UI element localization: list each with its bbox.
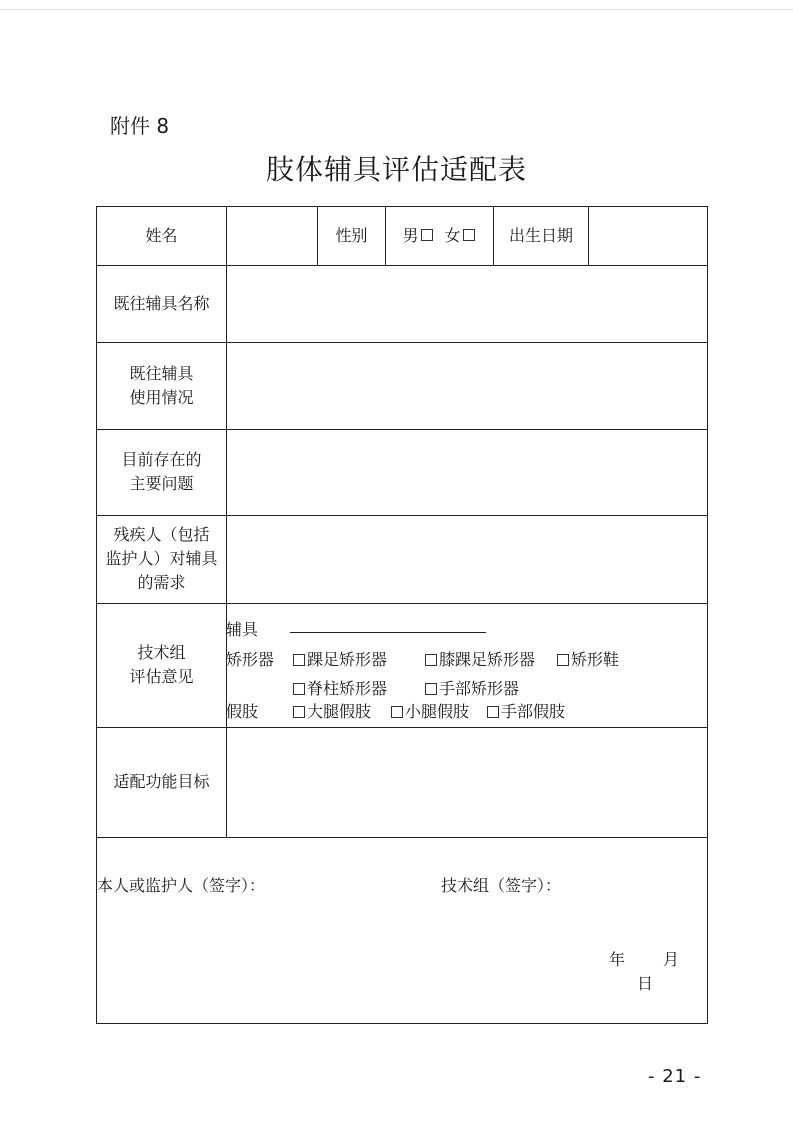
opinion-label xyxy=(97,603,226,727)
gender-label: 性别 xyxy=(335,226,368,245)
hand-prosthesis-checkbox[interactable] xyxy=(487,706,499,718)
needs-line3: 的需求 xyxy=(137,573,186,592)
prev-usage-label xyxy=(97,342,226,429)
spine-text: 脊柱矫形器 xyxy=(307,679,388,698)
option-spine[interactable] xyxy=(291,676,387,699)
goal-field[interactable] xyxy=(227,728,707,837)
spine-checkbox[interactable] xyxy=(293,683,305,695)
option-ankle-foot[interactable] xyxy=(291,647,387,670)
male-checkbox[interactable] xyxy=(421,229,433,241)
thigh-checkbox[interactable] xyxy=(293,706,305,718)
scan-top-edge xyxy=(0,9,793,10)
hand-prosthesis-text: 手部假肢 xyxy=(501,702,566,721)
ankle-foot-text: 踝足矫形器 xyxy=(307,650,388,669)
row-divider xyxy=(97,837,707,838)
device-label: 辅具 xyxy=(226,620,259,639)
birth-date-label: 出生日期 xyxy=(508,226,573,245)
needs-label xyxy=(97,515,226,603)
option-knee-ankle-foot[interactable] xyxy=(423,647,535,670)
assessment-form-table xyxy=(96,206,708,1024)
device-name-underline[interactable] xyxy=(290,632,486,633)
knee-ankle-foot-text: 膝踝足矫形器 xyxy=(439,650,536,669)
opinion-line1: 技术组 xyxy=(137,643,186,662)
option-thigh[interactable] xyxy=(291,699,371,722)
knee-ankle-foot-checkbox[interactable] xyxy=(425,654,437,666)
thigh-text: 大腿假肢 xyxy=(307,702,372,721)
page-number: - 21 - xyxy=(648,1066,702,1087)
prosthesis-label: 假肢 xyxy=(226,702,259,721)
problems-line1: 目前存在的 xyxy=(121,450,202,469)
hand-orthosis-checkbox[interactable] xyxy=(425,683,437,695)
ortho-shoe-text: 矫形鞋 xyxy=(571,650,620,669)
needs-line1: 残疾人（包括 xyxy=(113,525,210,544)
calf-text: 小腿假肢 xyxy=(405,702,470,721)
name-field[interactable] xyxy=(227,207,317,265)
attachment-label: 附件 8 xyxy=(110,114,170,138)
needs-line2: 监护人）对辅具 xyxy=(105,549,218,568)
prev-device-name-label: 既往辅具名称 xyxy=(113,293,210,313)
prev-device-name-field[interactable] xyxy=(227,266,707,342)
tech-group-signature-label: 技术组（签字）： xyxy=(441,876,562,895)
opinion-line2: 评估意见 xyxy=(129,667,194,686)
option-hand-orthosis[interactable] xyxy=(423,676,519,699)
ankle-foot-checkbox[interactable] xyxy=(293,654,305,666)
hand-orthosis-text: 手部矫形器 xyxy=(439,679,520,698)
day-label: 日 xyxy=(637,974,654,993)
page-title: 肢体辅具评估适配表 xyxy=(265,153,527,186)
gender-options xyxy=(386,207,493,265)
birth-date-field[interactable] xyxy=(589,207,707,265)
option-ortho-shoe[interactable] xyxy=(555,647,619,670)
prev-usage-line2: 使用情况 xyxy=(129,387,194,407)
prev-usage-line1: 既往辅具 xyxy=(129,363,194,383)
ortho-shoe-checkbox[interactable] xyxy=(557,654,569,666)
problems-field[interactable] xyxy=(227,430,707,515)
option-calf[interactable] xyxy=(389,699,469,722)
goal-label: 适配功能目标 xyxy=(113,772,210,791)
male-label: 男 xyxy=(402,226,419,245)
calf-checkbox[interactable] xyxy=(391,706,403,718)
needs-field[interactable] xyxy=(227,516,707,603)
orthosis-label: 矫形器 xyxy=(226,650,275,669)
problems-line2: 主要问题 xyxy=(129,474,194,493)
name-label: 姓名 xyxy=(145,226,178,245)
problems-label xyxy=(97,429,226,515)
female-checkbox[interactable] xyxy=(463,229,475,241)
self-guardian-signature-label: 本人或监护人（签字）： xyxy=(97,876,266,895)
prev-usage-field[interactable] xyxy=(227,343,707,429)
option-hand-prosthesis[interactable] xyxy=(485,699,565,722)
female-label: 女 xyxy=(444,226,461,245)
year-label: 年 xyxy=(609,950,626,969)
month-label: 月 xyxy=(663,950,680,969)
